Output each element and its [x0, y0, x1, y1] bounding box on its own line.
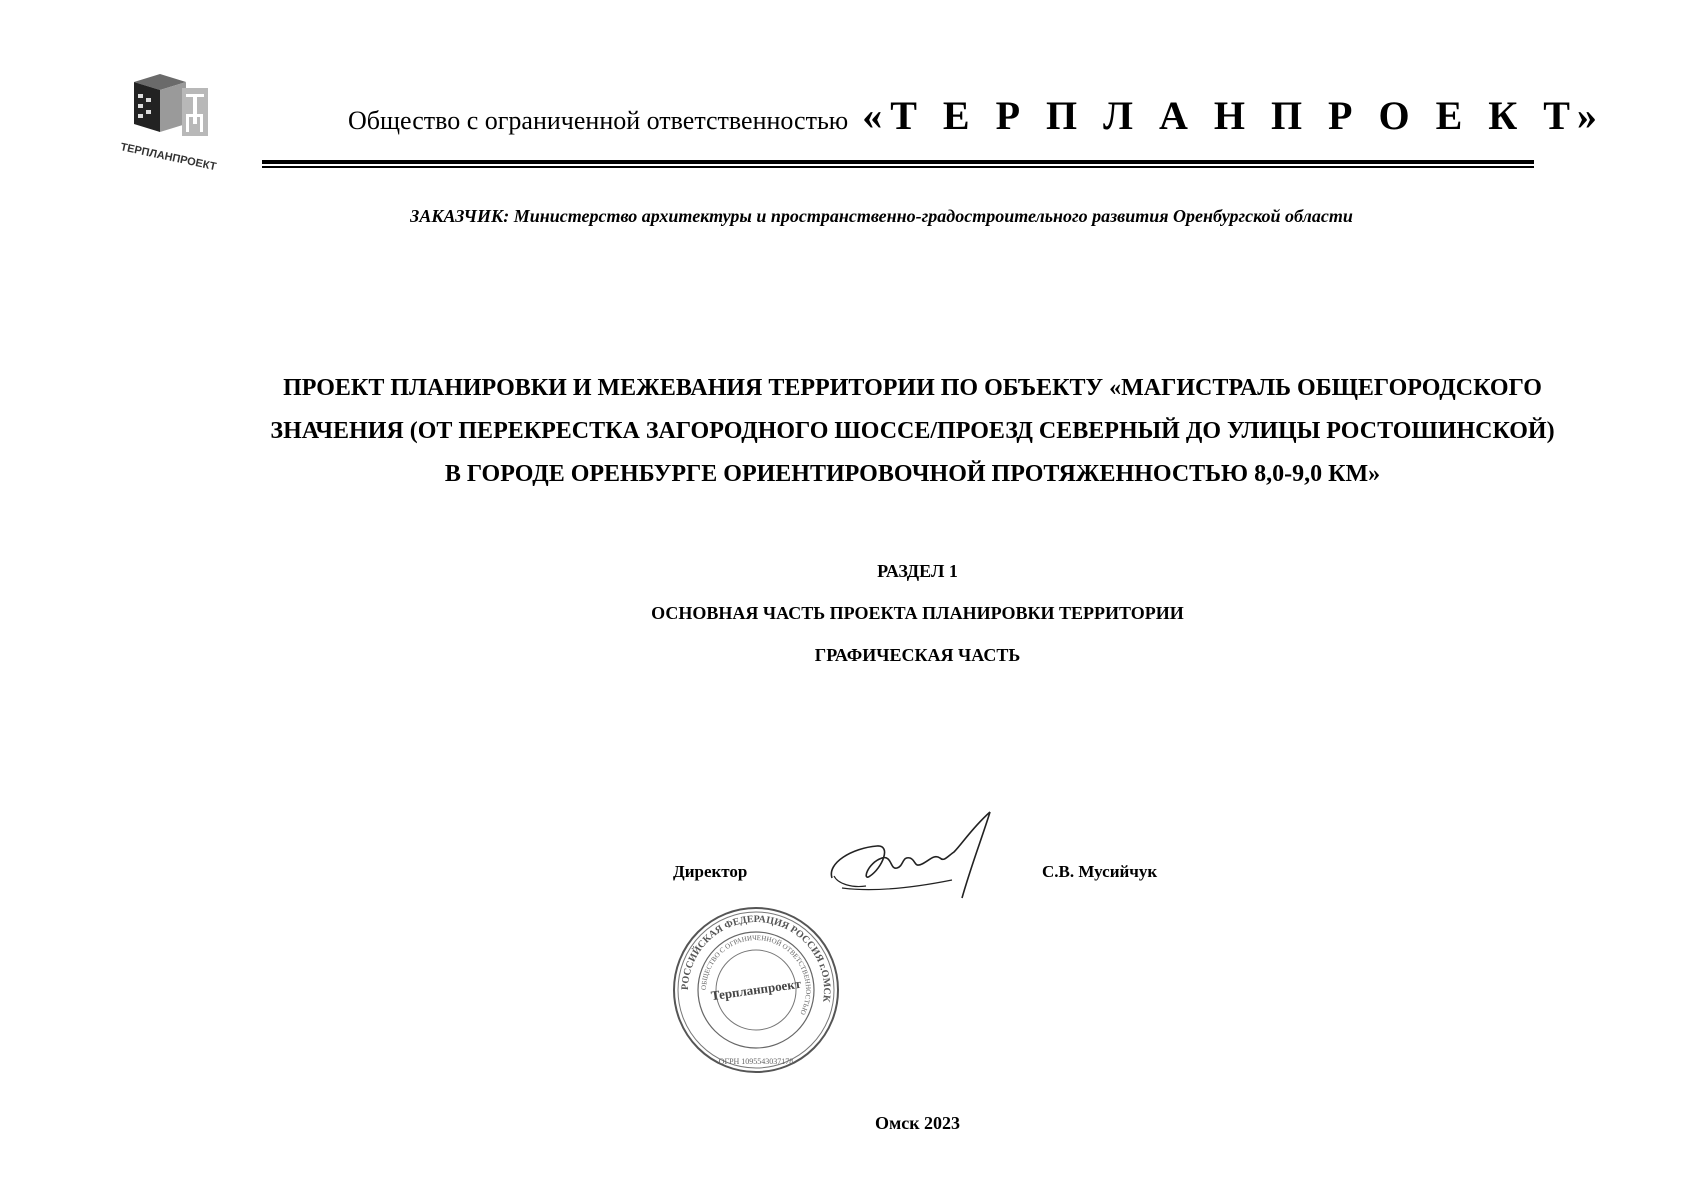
header-rule-thin — [262, 166, 1534, 168]
company-header — [348, 92, 1605, 139]
company-prefix: Общество с ограниченной ответственностью — [348, 106, 849, 135]
svg-text:ТЕРПЛАНПРОЕКТ: ТЕРПЛАНПРОЕКТ — [119, 141, 218, 174]
project-title-line: ПРОЕКТ ПЛАНИРОВКИ И МЕЖЕВАНИЯ ТЕРРИТОРИИ ПО ОБЪЕКТУ «МАГИСТРАЛЬ ОБЩЕГОРОДСКОГО — [283, 375, 1542, 401]
company-logo — [112, 70, 242, 174]
section-name: ОСНОВНАЯ ЧАСТЬ ПРОЕКТА ПЛАНИРОВКИ ТЕРРИТОРИИ — [651, 603, 1184, 623]
director-label: Директор — [673, 862, 748, 881]
project-title-line: ЗНАЧЕНИЯ (ОТ ПЕРЕКРЕСТКА ЗАГОРОДНОГО ШОССЕ/ПРОЕЗД СЕВЕРНЫЙ ДО УЛИЦЫ РОСТОШИНСКОЙ) — [270, 418, 1555, 444]
svg-text:Терпланпроект: Терпланпроект — [709, 975, 802, 1004]
director-name: С.В. Мусийчук — [1042, 862, 1158, 881]
project-title — [200, 367, 1625, 496]
signature — [822, 808, 1004, 908]
header-rule-thick — [262, 160, 1534, 164]
project-title-line: В ГОРОДЕ ОРЕНБУРГЕ ОРИЕНТИРОВОЧНОЙ ПРОТЯЖЕННОСТЬЮ 8,0-9,0 КМ» — [444, 461, 1381, 487]
svg-text:ОГРН 1095543037178: ОГРН 1095543037178 — [718, 1057, 794, 1066]
customer-line: ЗАКАЗЧИК: Министерство архитектуры и пространственно-градостроительного развития Оренбургской области — [410, 206, 1353, 226]
section-info — [0, 560, 1695, 686]
svg-text:ОБЩЕСТВО С ОГРАНИЧЕННОЙ ОТВЕТС: ОБЩЕСТВО С ОГРАНИЧЕННОЙ ОТВЕТСТВЕННОСТЬЮ — [699, 933, 813, 1017]
svg-text:РОССИЙСКАЯ ФЕДЕРАЦИЯ РОССИЯ г.: РОССИЙСКАЯ ФЕДЕРАЦИЯ РОССИЯ г.ОМСК — [679, 913, 833, 1003]
section-number: РАЗДЕЛ 1 — [877, 561, 958, 581]
company-seal — [670, 904, 842, 1076]
section-part: ГРАФИЧЕСКАЯ ЧАСТЬ — [814, 645, 1021, 665]
city-year: Омск 2023 — [874, 1113, 961, 1133]
company-name: «Т Е Р П Л А Н П Р О Е К Т» — [862, 93, 1605, 138]
